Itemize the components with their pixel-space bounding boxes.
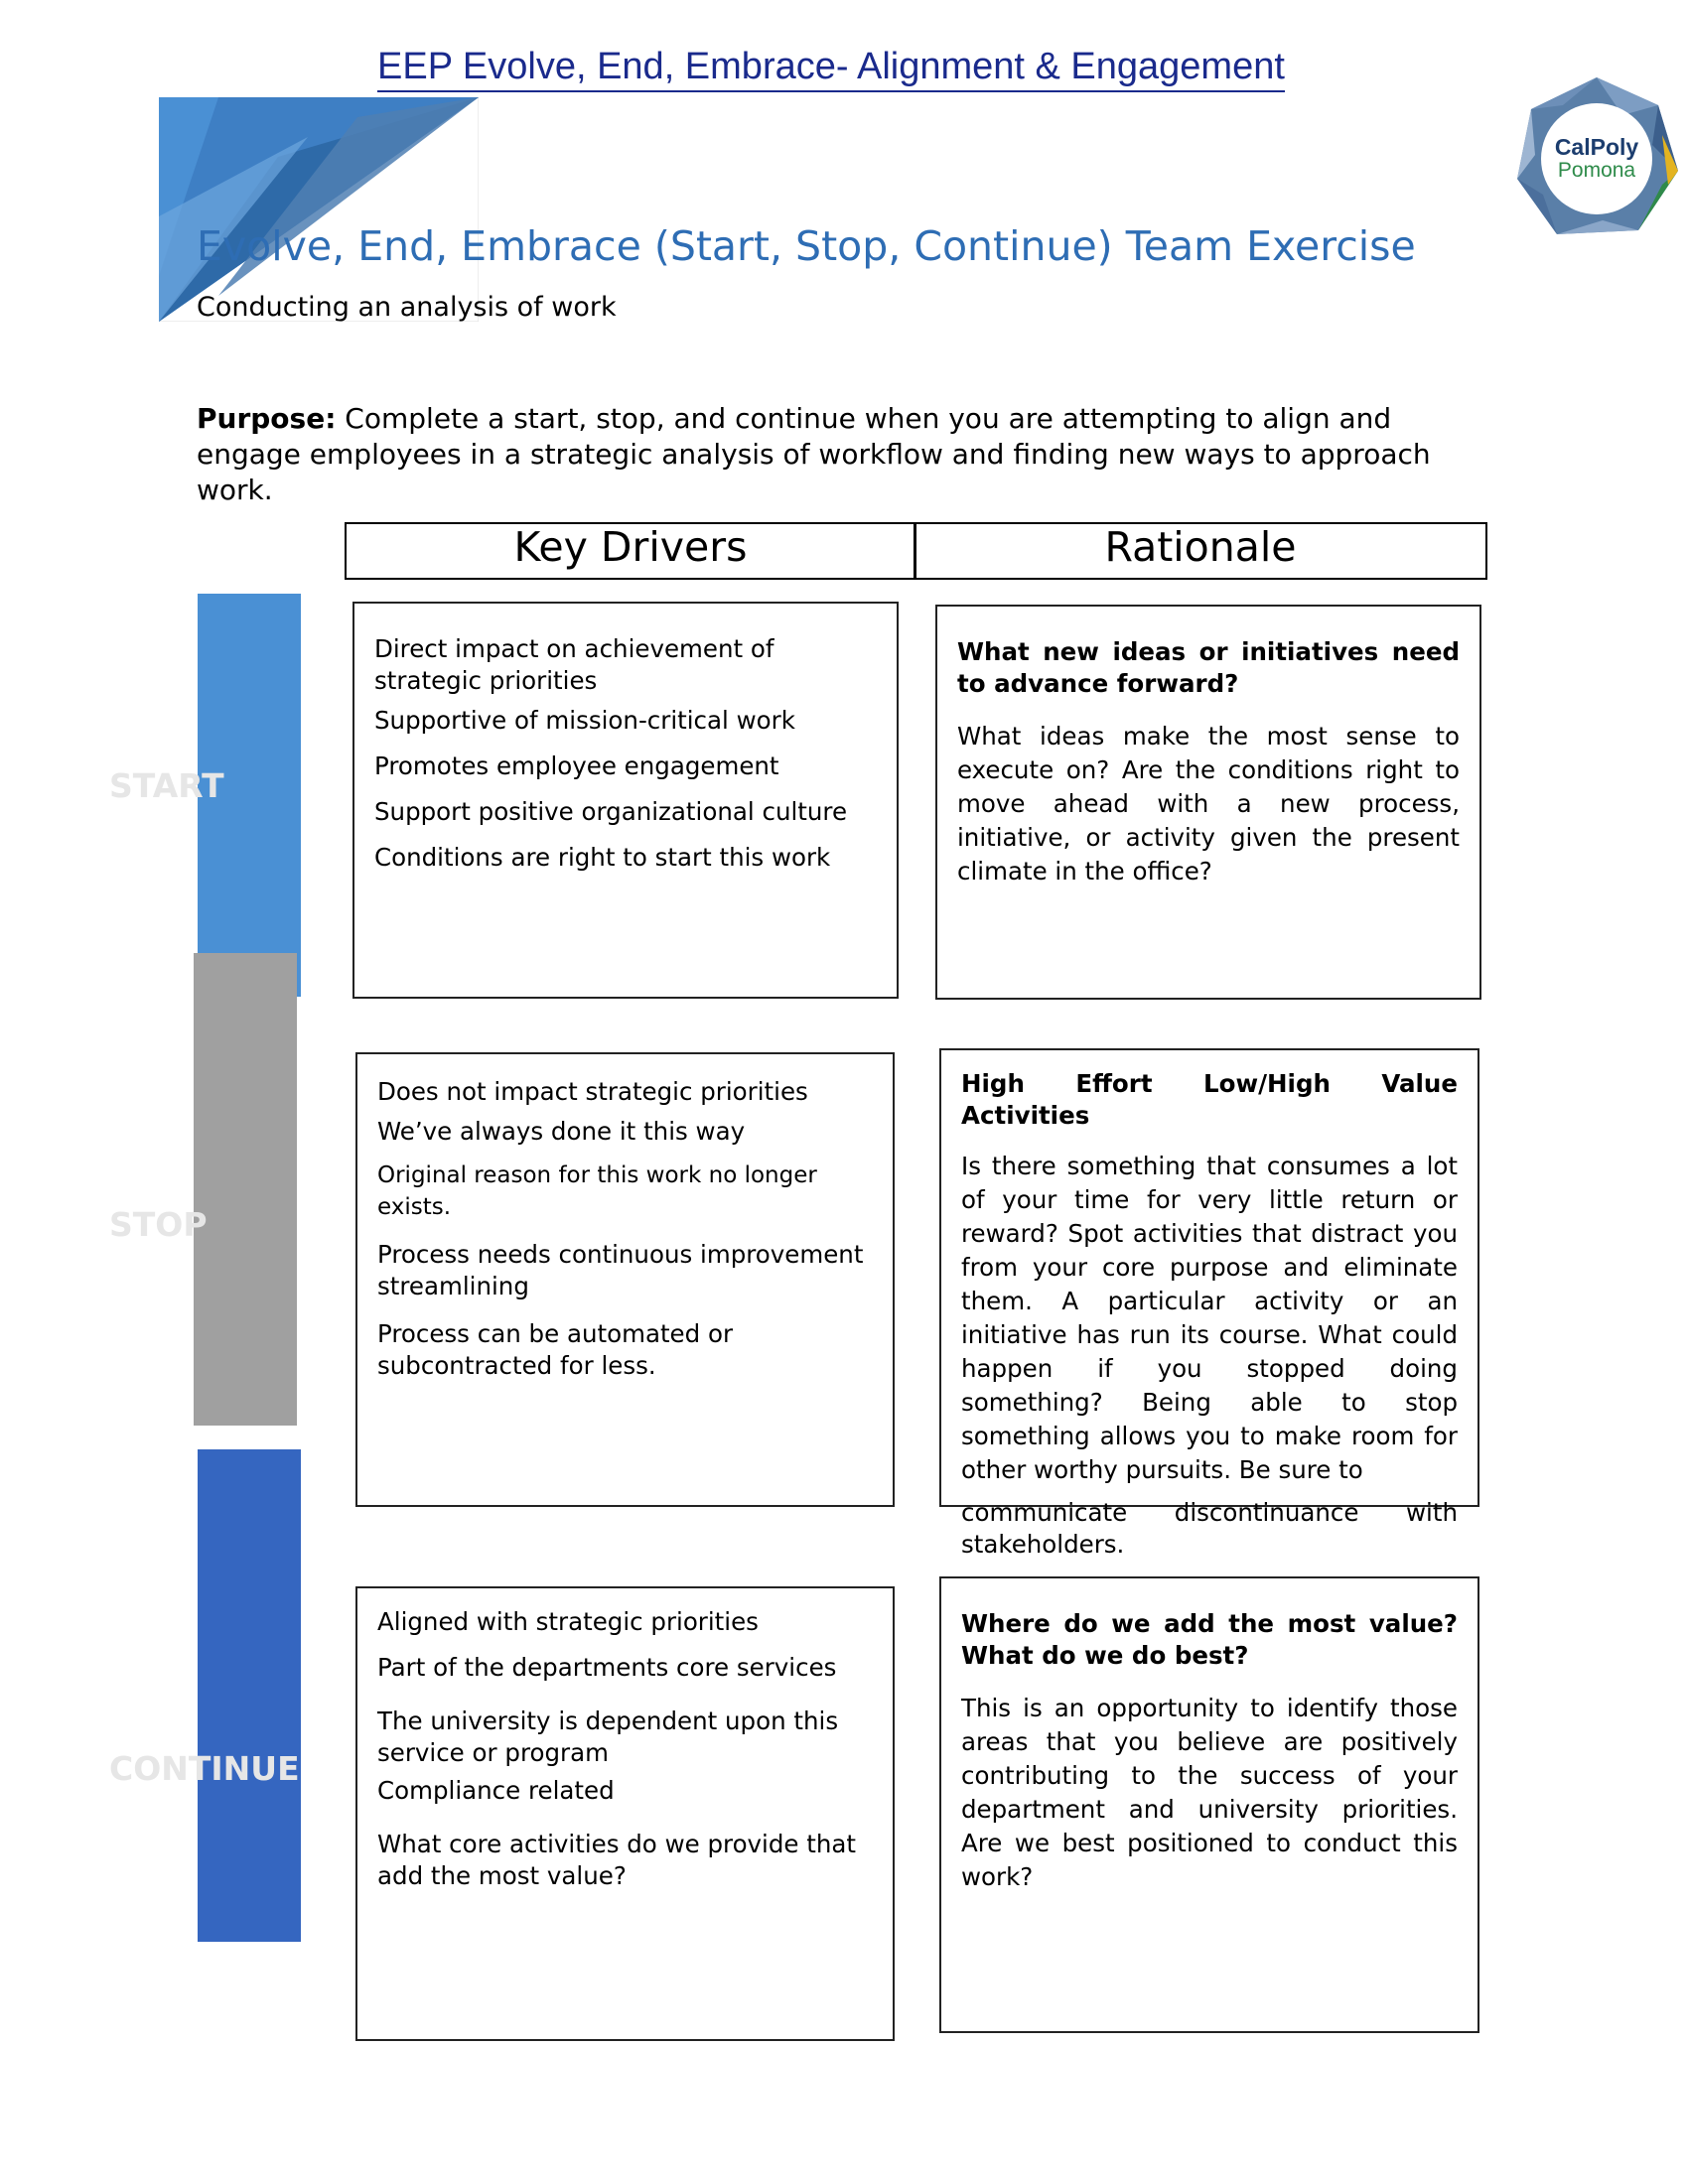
- key-driver-item: Supportive of mission-critical work: [374, 706, 795, 735]
- purpose-paragraph: [197, 401, 1487, 508]
- continue-rationale-box: [939, 1576, 1479, 2033]
- column-header-key-drivers: Key Drivers: [345, 522, 916, 580]
- stop-rationale-box: [939, 1048, 1479, 1559]
- purpose-text: Complete a start, stop, and continue when you are attempting to align and engage employees in a strategic analysis of workflow and finding new ways to approach work.: [197, 402, 1431, 506]
- start-label: START: [109, 766, 224, 805]
- continue-label: CONTINUE: [109, 1749, 300, 1788]
- rationale-heading: What new ideas or initiatives need to advance forward?: [957, 637, 1460, 698]
- stop-bar: [194, 953, 297, 1426]
- key-driver-item: Process needs continuous improvement streamlining: [377, 1240, 864, 1300]
- rationale-heading: High Effort Low/High Value Activities: [961, 1069, 1458, 1130]
- start-key-drivers-box: [352, 602, 899, 999]
- continue-bar: [198, 1449, 301, 1942]
- key-driver-item: Compliance related: [377, 1776, 615, 1805]
- corner-decoration: [159, 97, 479, 322]
- header-title: EEP Evolve, End, Embrace- Alignment & Engagement: [377, 46, 1285, 92]
- continue-key-drivers-box: [355, 1586, 895, 2041]
- rationale-body: Is there something that consumes a lot of your time for very little return or reward? Spot activities that distract you from your core purpose and eliminate them. A particular activity or an initiative has run its course. What could happen if you stopped doing something? Being able to stop something allows you to make room for other worthy pursuits. Be sure to: [961, 1152, 1458, 1484]
- column-header-rationale: Rationale: [914, 522, 1487, 580]
- key-driver-item: We’ve always done it this way: [377, 1117, 746, 1146]
- calpoly-pomona-logo: [1513, 75, 1680, 242]
- start-rationale-box: [935, 605, 1481, 1000]
- rationale-body: This is an opportunity to identify those areas that you believe are positively contributing to the success of your department and university priorities. Are we best positioned to conduct this work?: [961, 1694, 1458, 1891]
- logo-line1: CalPoly: [1554, 134, 1639, 160]
- key-driver-item: The university is dependent upon this service or program: [377, 1706, 839, 1767]
- rationale-body-continued: communicate discontinuance with stakeholders.: [961, 1498, 1458, 1559]
- key-driver-item: Promotes employee engagement: [374, 751, 779, 780]
- key-driver-item: Aligned with strategic priorities: [377, 1607, 759, 1636]
- key-driver-item: What core activities do we provide that add the most value?: [377, 1830, 857, 1890]
- logo-line2: Pomona: [1557, 159, 1636, 182]
- purpose-label: Purpose:: [197, 402, 337, 435]
- rationale-body: What ideas make the most sense to execute on? Are the conditions right to move ahead with a new process, initiative, or activity given the present climate in the office?: [957, 722, 1460, 886]
- document-subtitle: Conducting an analysis of work: [197, 292, 617, 323]
- key-driver-item: Original reason for this work no longer exists.: [377, 1162, 817, 1220]
- key-driver-item: Process can be automated or subcontracted for less.: [377, 1319, 734, 1380]
- stop-label: STOP: [109, 1205, 208, 1244]
- key-driver-item: Direct impact on achievement of strategic priorities: [374, 634, 774, 695]
- rationale-heading: Where do we add the most value? What do we do best?: [961, 1609, 1458, 1670]
- stop-key-drivers-box: [355, 1052, 895, 1507]
- document-title: Evolve, End, Embrace (Start, Stop, Continue) Team Exercise: [197, 222, 1416, 270]
- key-driver-item: Support positive organizational culture: [374, 797, 848, 826]
- key-driver-item: Conditions are right to start this work: [374, 843, 831, 872]
- key-driver-item: Does not impact strategic priorities: [377, 1077, 808, 1106]
- key-driver-item: Part of the departments core services: [377, 1653, 837, 1682]
